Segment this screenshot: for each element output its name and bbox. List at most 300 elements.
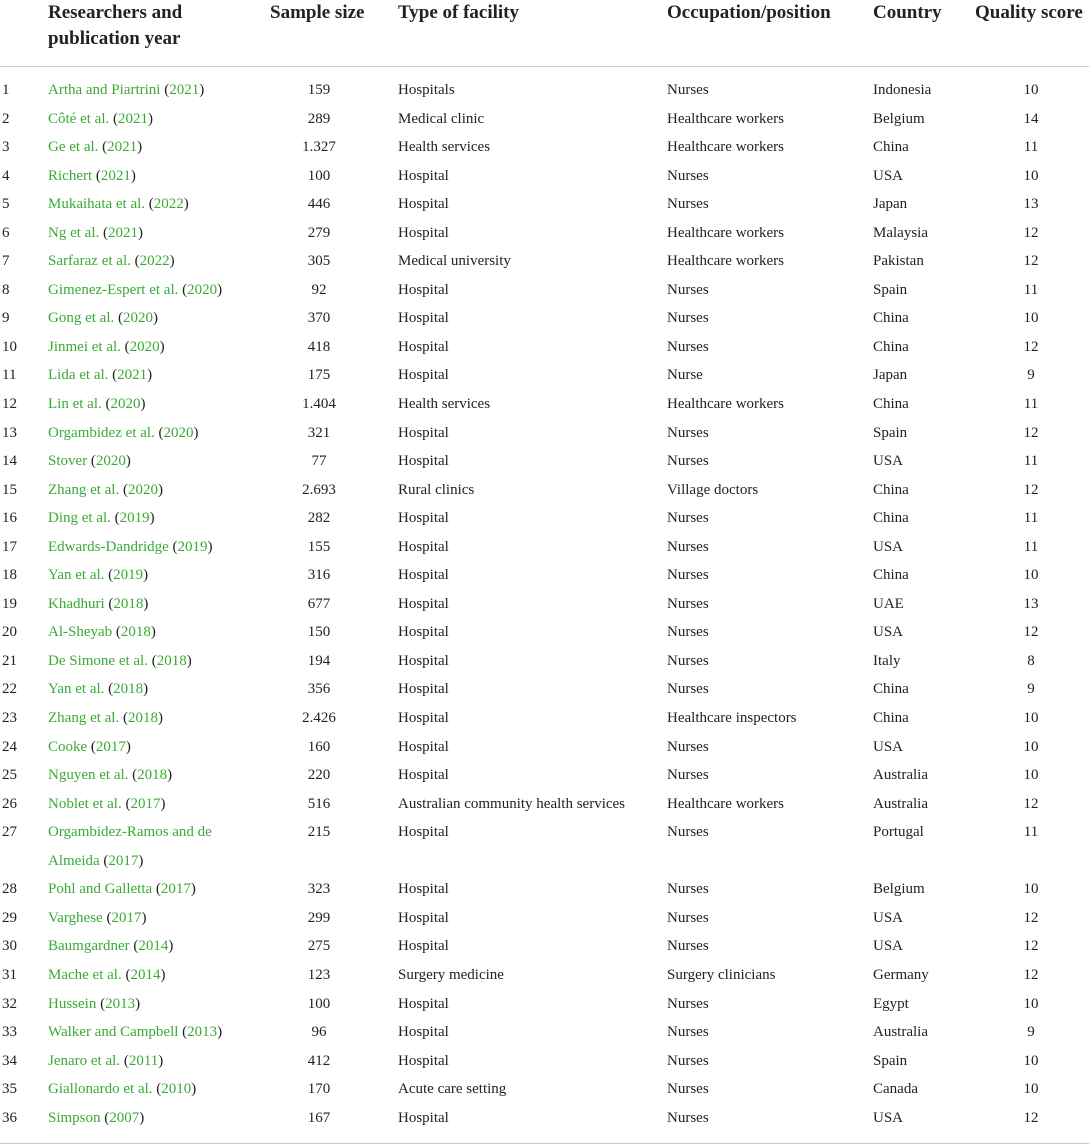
paren-close: )	[157, 481, 163, 498]
reference-cell	[48, 904, 248, 933]
facility-type: Hospital	[398, 738, 449, 755]
country: Australia	[873, 1024, 928, 1041]
country: Germany	[873, 966, 929, 983]
sample-size: 412	[307, 1052, 331, 1069]
country: Italy	[873, 652, 901, 669]
reference-cell	[48, 133, 248, 162]
paren-open: (	[106, 909, 112, 926]
facility-type: Hospital	[398, 224, 449, 241]
table-row	[0, 133, 1089, 162]
reference-year-link[interactable]: 2020	[129, 338, 160, 355]
quality-score: 10	[1023, 1081, 1039, 1098]
paren-open: (	[164, 82, 170, 98]
paren-close: )	[137, 139, 143, 156]
sample-size: 370	[307, 310, 331, 327]
paren-open: (	[156, 1081, 162, 1098]
reference-author-link[interactable]: Simpson	[48, 1109, 101, 1126]
sample-size: 160	[307, 738, 331, 755]
reference-author-link[interactable]: Giallonardo et al.	[48, 1081, 153, 1098]
occupation: Nurses	[667, 824, 709, 841]
table-row	[0, 419, 1089, 448]
quality-score: 10	[1023, 738, 1039, 755]
facility-type: Hospital	[398, 1024, 449, 1041]
quality-score: 10	[1023, 82, 1039, 98]
reference-year-link[interactable]: 2013	[105, 995, 136, 1012]
reference-author-link[interactable]: Artha and Piartrini	[48, 82, 161, 98]
table-row	[0, 818, 1089, 875]
quality-score: 10	[1023, 881, 1039, 898]
paren-open: (	[134, 253, 140, 270]
occupation: Nurses	[667, 767, 709, 784]
quality-score: 8	[1027, 652, 1035, 669]
reference-author-link[interactable]: Yan et al.	[48, 681, 105, 698]
country: USA	[873, 538, 904, 555]
reference-cell	[48, 990, 248, 1019]
country: Belgium	[873, 881, 925, 898]
reference-year-link[interactable]: 2017	[95, 738, 126, 755]
occupation: Nurses	[667, 738, 709, 755]
country: Japan	[873, 196, 908, 213]
table-row	[0, 533, 1089, 562]
reference-cell	[48, 276, 248, 305]
reference-cell	[48, 961, 248, 990]
bottom-rule	[0, 1143, 1089, 1144]
reference-year-link[interactable]: 2007	[109, 1109, 140, 1126]
paren-close: )	[140, 396, 146, 413]
country: USA	[873, 453, 904, 470]
row-number: 25	[2, 767, 17, 784]
quality-score: 12	[1023, 624, 1039, 641]
occupation: Nurses	[667, 1052, 709, 1069]
quality-score: 14	[1023, 110, 1039, 127]
paren-close: )	[149, 510, 155, 527]
paren-open: (	[155, 881, 161, 898]
country: Spain	[873, 281, 908, 298]
reference-author-link[interactable]: Hussein	[48, 995, 97, 1012]
paren-open: (	[105, 396, 111, 413]
facility-type: Hospital	[398, 710, 449, 727]
reference-cell	[48, 247, 248, 276]
table-row	[0, 333, 1089, 362]
occupation: Nurses	[667, 624, 709, 641]
facility-type: Australian community health services	[398, 795, 626, 812]
reference-year-link[interactable]: 2011	[128, 1052, 159, 1069]
quality-score: 11	[1023, 510, 1039, 527]
sample-size: 167	[307, 1109, 331, 1126]
header-researchers: Researchers and publication year	[48, 2, 183, 49]
sample-size: 175	[307, 367, 331, 384]
reference-year-link[interactable]: 2019	[177, 538, 208, 555]
facility-type: Hospital	[398, 338, 449, 355]
country: UAE	[873, 595, 904, 612]
table-row	[0, 162, 1089, 191]
occupation: Nurses	[667, 1109, 709, 1126]
table-row	[0, 76, 1089, 105]
row-number: 16	[2, 510, 17, 527]
country: Australia	[873, 795, 928, 812]
reference-year-link[interactable]: 2018	[113, 595, 144, 612]
table-row	[0, 618, 1089, 647]
reference-author-link[interactable]: Yan et al.	[48, 567, 105, 584]
table-row	[0, 304, 1089, 333]
reference-author-link[interactable]: Jenaro et al.	[48, 1052, 121, 1069]
row-number: 32	[2, 995, 17, 1012]
occupation: Healthcare inspectors	[667, 710, 797, 727]
reference-author-link[interactable]: Orgambidez et al.	[48, 424, 155, 441]
quality-score: 12	[1023, 966, 1039, 983]
quality-score: 12	[1023, 795, 1039, 812]
row-number: 13	[2, 424, 17, 441]
facility-type: Hospital	[398, 310, 449, 327]
sample-size: 321	[307, 424, 331, 441]
reference-author-link[interactable]: Nguyen et al.	[48, 767, 129, 784]
table-row	[0, 790, 1089, 819]
table-row	[0, 219, 1089, 248]
sample-size: 289	[307, 110, 331, 127]
table-header	[0, 0, 1089, 67]
quality-score: 10	[1023, 995, 1039, 1012]
paren-open: (	[115, 624, 121, 641]
occupation: Nurses	[667, 453, 709, 470]
row-number: 15	[2, 481, 17, 498]
paren-open: (	[112, 110, 118, 127]
row-number: 10	[2, 338, 17, 355]
reference-author-link[interactable]: Zhang et al.	[48, 481, 120, 498]
reference-author-link[interactable]: Zhang et al.	[48, 710, 120, 727]
table-row	[0, 105, 1089, 134]
paren-open: (	[102, 139, 108, 156]
reference-year-link[interactable]: 2014	[138, 938, 169, 955]
row-number: 30	[2, 938, 17, 955]
facility-type: Hospital	[398, 281, 449, 298]
row-number: 12	[2, 396, 17, 413]
row-number: 28	[2, 881, 17, 898]
reference-year-link[interactable]: 2021	[107, 224, 138, 241]
sample-size: 316	[307, 567, 331, 584]
header-facility: Type of facility	[398, 2, 520, 23]
facility-type: Medical university	[398, 253, 511, 270]
reference-year-link[interactable]: 2020	[163, 424, 194, 441]
reference-cell	[48, 304, 248, 333]
occupation: Healthcare workers	[667, 253, 785, 270]
reference-author-link[interactable]: Mukaihata et al.	[48, 196, 146, 213]
country: China	[873, 510, 909, 527]
row-number: 17	[2, 538, 17, 555]
paren-close: )	[169, 253, 175, 270]
reference-year-link[interactable]: 2013	[187, 1024, 218, 1041]
table-body	[0, 76, 1089, 1132]
row-number: 9	[2, 310, 10, 327]
country: Pakistan	[873, 253, 924, 270]
header-occupation: Occupation/position	[667, 2, 831, 23]
table-row	[0, 647, 1089, 676]
paren-open: (	[108, 595, 114, 612]
occupation: Nurses	[667, 881, 709, 898]
table-row	[0, 190, 1089, 219]
paren-close: )	[217, 281, 223, 298]
table-row	[0, 904, 1089, 933]
sample-size: 1.327	[302, 139, 336, 156]
table-row	[0, 504, 1089, 533]
paren-open: (	[100, 995, 106, 1012]
country: USA	[873, 738, 904, 755]
facility-type: Surgery medicine	[398, 966, 504, 983]
reference-year-link[interactable]: 2014	[130, 966, 161, 983]
row-number: 35	[2, 1081, 17, 1098]
reference-year-link[interactable]: 2017	[111, 909, 142, 926]
reference-author-link[interactable]: Pohl and Galletta	[48, 881, 153, 898]
reference-cell	[48, 1018, 248, 1047]
paren-close: )	[152, 310, 158, 327]
reference-author-link[interactable]: Edwards-Dandridge	[48, 538, 169, 555]
quality-score: 11	[1023, 396, 1039, 413]
sample-size: 275	[307, 938, 331, 955]
reference-cell	[48, 675, 248, 704]
row-number: 34	[2, 1052, 17, 1069]
facility-type: Hospital	[398, 424, 449, 441]
paren-open: (	[125, 966, 131, 983]
occupation: Nurses	[667, 338, 709, 355]
paren-open: (	[90, 738, 96, 755]
reference-year-link[interactable]: 2010	[161, 1081, 192, 1098]
reference-year-link[interactable]: 2022	[153, 196, 184, 213]
sample-size: 96	[311, 1024, 327, 1041]
table-row	[0, 447, 1089, 476]
country: Spain	[873, 1052, 908, 1069]
paren-open: (	[182, 281, 188, 298]
table-row	[0, 247, 1089, 276]
sample-size: 194	[307, 652, 331, 669]
paren-open: (	[148, 196, 154, 213]
sample-size: 220	[307, 767, 331, 784]
reference-author-link[interactable]: Noblet et al.	[48, 795, 122, 812]
facility-type: Rural clinics	[398, 481, 475, 498]
row-number: 5	[2, 196, 10, 213]
facility-type: Hospital	[398, 881, 449, 898]
paren-close: )	[159, 338, 165, 355]
reference-year-link[interactable]: 2018	[120, 624, 151, 641]
reference-year-link[interactable]: 2020	[122, 310, 153, 327]
country: USA	[873, 624, 904, 641]
reference-author-link[interactable]: Khadhuri	[48, 595, 105, 612]
reference-cell	[48, 419, 248, 448]
reference-author-link[interactable]: Richert	[48, 167, 93, 184]
paren-open: (	[172, 538, 178, 555]
reference-cell	[48, 476, 248, 505]
reference-author-link[interactable]: Gimenez-Espert et al.	[48, 281, 179, 298]
reference-year-link[interactable]: 2018	[113, 681, 144, 698]
reference-author-link[interactable]: Lida et al.	[48, 367, 109, 384]
reference-author-link[interactable]: Orgambidez-Ramos and de Almeida	[48, 824, 212, 869]
paren-open: (	[108, 567, 114, 584]
table-row	[0, 990, 1089, 1019]
reference-year-link[interactable]: 2017	[108, 852, 139, 869]
country: Canada	[873, 1081, 918, 1098]
quality-score: 10	[1023, 767, 1039, 784]
quality-score: 11	[1023, 824, 1039, 841]
country: China	[873, 567, 909, 584]
table-row	[0, 1018, 1089, 1047]
reference-author-link[interactable]: Walker and Campbell	[48, 1024, 179, 1041]
paren-open: (	[151, 652, 157, 669]
row-number: 2	[2, 110, 10, 127]
paren-close: )	[199, 82, 205, 98]
paren-open: (	[103, 852, 109, 869]
table-row	[0, 761, 1089, 790]
reference-cell	[48, 790, 248, 819]
sample-size: 215	[307, 824, 331, 841]
table-row	[0, 590, 1089, 619]
occupation: Nurses	[667, 567, 709, 584]
reference-year-link[interactable]: 2020	[187, 281, 218, 298]
reference-cell	[48, 504, 248, 533]
reference-author-link[interactable]: Baumgardner	[48, 938, 130, 955]
paren-close: )	[167, 767, 173, 784]
reference-author-link[interactable]: Ng et al.	[48, 224, 100, 241]
row-number: 14	[2, 453, 17, 470]
paren-close: )	[125, 453, 131, 470]
reference-author-link[interactable]: Ge et al.	[48, 139, 99, 156]
reference-cell	[48, 390, 248, 419]
reference-author-link[interactable]: Al-Sheyab	[48, 624, 113, 641]
quality-score: 11	[1023, 139, 1039, 156]
country: China	[873, 310, 909, 327]
reference-cell	[48, 361, 248, 390]
paren-close: )	[147, 110, 153, 127]
reference-year-link[interactable]: 2017	[130, 795, 161, 812]
paren-close: )	[150, 624, 156, 641]
paren-open: (	[158, 424, 164, 441]
reference-year-link[interactable]: 2022	[139, 253, 170, 270]
paren-close: )	[138, 852, 144, 869]
paren-close: )	[130, 167, 136, 184]
sample-size: 1.404	[302, 396, 336, 413]
reference-author-link[interactable]: Lin et al.	[48, 396, 102, 413]
paren-close: )	[190, 881, 196, 898]
reference-year-link[interactable]: 2019	[119, 510, 150, 527]
facility-type: Hospital	[398, 567, 449, 584]
reference-cell	[48, 932, 248, 961]
paren-close: )	[160, 966, 166, 983]
country: Japan	[873, 367, 908, 384]
paren-open: (	[125, 795, 131, 812]
paren-close: )	[186, 652, 192, 669]
facility-type: Hospital	[398, 538, 449, 555]
row-number: 4	[2, 167, 10, 184]
reference-author-link[interactable]: Varghese	[48, 909, 103, 926]
paren-open: (	[122, 481, 128, 498]
sample-size: 170	[307, 1081, 331, 1098]
paren-open: (	[117, 310, 123, 327]
row-number: 7	[2, 253, 10, 270]
reference-cell	[48, 618, 248, 647]
occupation: Nurses	[667, 281, 709, 298]
reference-year-link[interactable]: 2021	[117, 110, 148, 127]
occupation: Healthcare workers	[667, 224, 785, 241]
facility-type: Hospital	[398, 824, 449, 841]
row-number: 24	[2, 738, 17, 755]
reference-year-link[interactable]: 2021	[117, 367, 148, 384]
reference-year-link[interactable]: 2019	[113, 567, 144, 584]
reference-year-link[interactable]: 2018	[127, 710, 158, 727]
reference-author-link[interactable]: Gong et al.	[48, 310, 115, 327]
facility-type: Hospital	[398, 909, 449, 926]
occupation: Nurses	[667, 681, 709, 698]
quality-score: 12	[1023, 338, 1039, 355]
quality-score: 10	[1023, 167, 1039, 184]
reference-cell	[48, 590, 248, 619]
facility-type: Hospital	[398, 453, 449, 470]
row-number: 29	[2, 909, 17, 926]
facility-type: Hospital	[398, 367, 449, 384]
table-row	[0, 1075, 1089, 1104]
facility-type: Hospital	[398, 510, 449, 527]
sample-size: 92	[311, 281, 327, 298]
reference-year-link[interactable]: 2021	[169, 82, 200, 98]
reference-year-link[interactable]: 2017	[160, 881, 191, 898]
facility-type: Acute care setting	[398, 1081, 507, 1098]
quality-score: 13	[1023, 595, 1039, 612]
row-number: 20	[2, 624, 17, 641]
reference-author-link[interactable]: Ding et al.	[48, 510, 111, 527]
reference-cell	[48, 105, 248, 134]
paren-close: )	[135, 995, 141, 1012]
facility-type: Hospital	[398, 767, 449, 784]
header-quality: Quality score	[975, 2, 1083, 23]
reference-author-link[interactable]: Mache et al.	[48, 966, 122, 983]
occupation: Nurses	[667, 82, 709, 98]
occupation: Nurses	[667, 595, 709, 612]
sample-size: 77	[311, 453, 327, 470]
table-row	[0, 932, 1089, 961]
row-number: 23	[2, 710, 17, 727]
paren-close: )	[143, 595, 149, 612]
reference-year-link[interactable]: 2021	[107, 139, 138, 156]
paren-open: (	[133, 938, 139, 955]
reference-author-link[interactable]: Côté et al.	[48, 110, 110, 127]
row-number: 22	[2, 681, 17, 698]
reference-year-link[interactable]: 2018	[137, 767, 168, 784]
reference-year-link[interactable]: 2020	[110, 396, 141, 413]
reference-author-link[interactable]: Stover	[48, 453, 88, 470]
table-row	[0, 561, 1089, 590]
quality-score: 10	[1023, 710, 1039, 727]
country: Indonesia	[873, 82, 932, 98]
reference-author-link[interactable]: De Simone et al.	[48, 652, 148, 669]
occupation: Healthcare workers	[667, 110, 785, 127]
facility-type: Hospital	[398, 681, 449, 698]
sample-size: 356	[307, 681, 331, 698]
reference-author-link[interactable]: Cooke	[48, 738, 88, 755]
reference-year-link[interactable]: 2020	[95, 453, 126, 470]
reference-author-link[interactable]: Sarfaraz et al.	[48, 253, 131, 270]
row-number: 31	[2, 966, 17, 983]
reference-year-link[interactable]: 2020	[127, 481, 158, 498]
reference-year-link[interactable]: 2021	[100, 167, 131, 184]
sample-size: 282	[307, 510, 331, 527]
reference-year-link[interactable]: 2018	[156, 652, 187, 669]
paren-close: )	[191, 1081, 197, 1098]
country: USA	[873, 938, 904, 955]
paren-close: )	[217, 1024, 223, 1041]
paren-open: (	[104, 1109, 110, 1126]
country: China	[873, 396, 909, 413]
occupation: Nurses	[667, 995, 709, 1012]
facility-type: Hospital	[398, 995, 449, 1012]
row-number: 3	[2, 139, 10, 156]
sample-size: 418	[307, 338, 331, 355]
reference-author-link[interactable]: Jinmei et al.	[48, 338, 121, 355]
